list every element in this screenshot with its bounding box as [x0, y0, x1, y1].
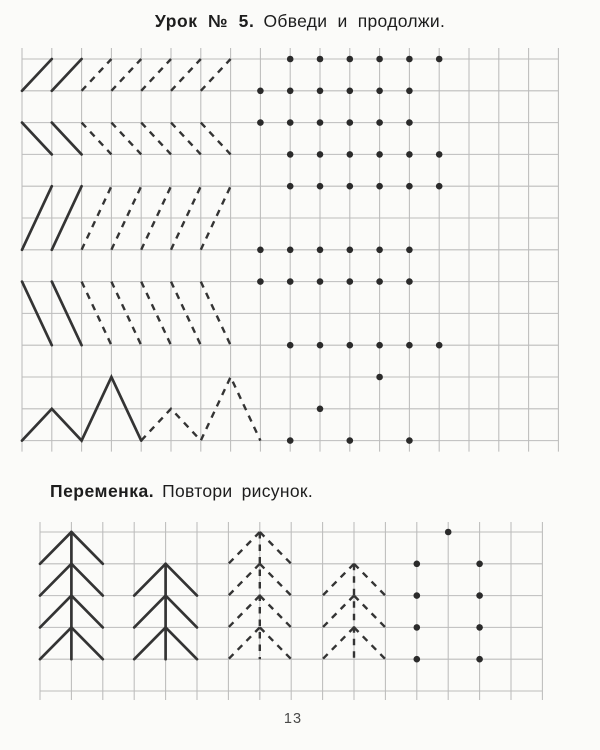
tree-solid-short	[134, 564, 197, 659]
break-word: Переменка.	[50, 481, 155, 501]
break-instruction: Повтори рисунок.	[162, 481, 313, 501]
repeat-the-picture-grid	[40, 522, 542, 700]
page-number: 13	[283, 711, 303, 727]
lesson-number: Урок № 5.	[154, 11, 255, 31]
break-title	[50, 481, 313, 502]
lesson-instruction: Обведи и продолжи.	[263, 11, 446, 31]
